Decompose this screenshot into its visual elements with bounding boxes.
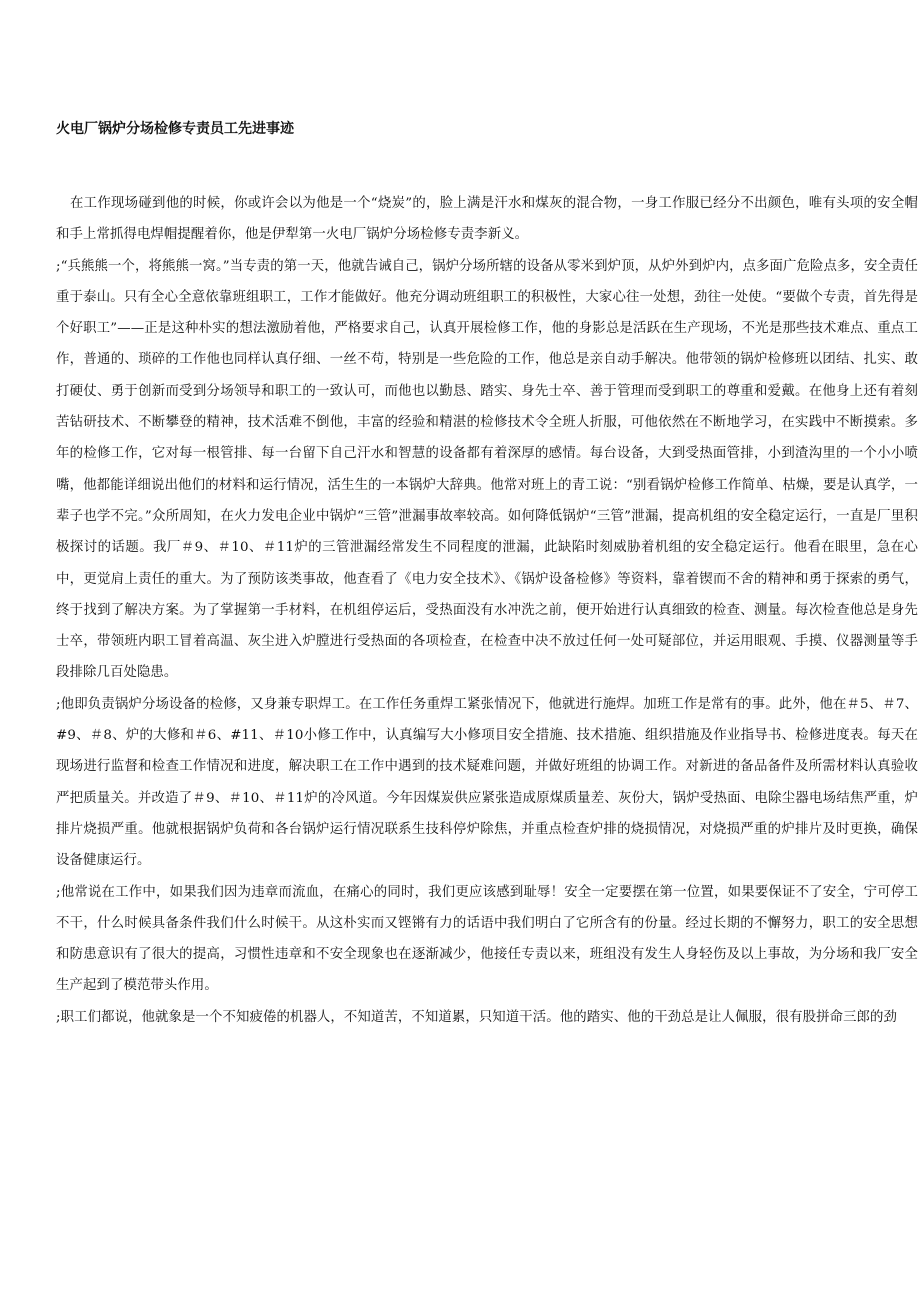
paragraph-intro: 在工作现场碰到他的时候，你或许会以为他是一个“烧炭”的，脸上满是汗水和煤灰的混合物，一身工作服已经分不出颜色，唯有头项的安全帽和手上常抓得电焊帽提醒着你，他是伊犁第一火电厂锅炉分场检修专责李新义。 — [56, 196, 918, 243]
paragraph-safety: ;他常说在工作中，如果我们因为违章而流血，在痛心的同时，我们更应该感到耻辱！安全一定要摆在第一位置，如果要保证不了安全，宁可停工不干，什么时候具备条件我们什么时候干。从这朴实而又铿锵有力的话语中我们明白了它所含有的份量。经过长期的不懈努力，职工的安全思想和防患意识有了很大的提高，习惯性违章和不安全现象也在逐渐减少，他接任专责以来，班组没有发生人身轻伤及以上事故，为分场和我厂安全生产起到了模范带头作用。 — [56, 884, 918, 994]
document-title: 火电厂锅炉分场检修专责员工先进事迹 — [56, 121, 294, 137]
paragraph-welding-maintenance: ;他即负责锅炉分场设备的检修，又身兼专职焊工。在工作任务重焊工紧张情况下，他就进行施焊。加班工作是常有的事。此外，他在＃5、＃7、#9、＃8、炉的大修和＃6、#11、＃10小修工作中，认真编写大小修项目安全措施、技术措施、组织措施及作业指导书、检修进度表。每天在现场进行监督和检查工作情况和进度，解决职工在工作中遇到的技术疑难问题，并做好班组的协调工作。对新进的备品备件及所需材料认真验收严把质量关。并改造了＃9、＃10、＃11炉的冷风道。今年因煤炭供应紧张造成原煤质量差、灰份大，锅炉受热面、电除尘器电场结焦严重，炉排片烧损严重。他就根据锅炉负荷和各台锅炉运行情况联系生技科停炉除焦，并重点检查炉排的烧损情况，对烧损严重的炉排片及时更换，确保设备健康运行。 — [56, 696, 918, 869]
paragraph-leadership: ;“兵熊熊一个，将熊熊一窝。”当专责的第一天，他就告诫自己，锅炉分场所辖的设备从零米到炉顶，从炉外到炉内，点多面广危险点多，安全责任重于泰山。只有全心全意依靠班组职工，工作才能做好。他充分调动班组职工的积极性，大家心往一处想，劲往一处使。“要做个专责，首先得是个好职工”——正是这种朴实的想法激励着他，严格要求自己，认真开展检修工作，他的身影总是活跃在生产现场，不光是那些技术难点、重点工作，普通的、琐碎的工作他也同样认真仔细、一丝不苟，特别是一些危险的工作，他总是亲自动手解决。他带领的锅炉检修班以团结、扎实、敢打硬仗、勇于创新而受到分场领导和职工的一致认可，而他也以勤恳、踏实、身先士卒、善于管理而受到职工的尊重和爱戴。在他身上还有着刻苦钻研技术、不断攀登的精神，技术活难不倒他，丰富的经验和精湛的检修技术令全班人折服，可他依然在不断地学习，在实践中不断摸索。多年的检修工作，它对每一根管排、每一台留下自己汗水和智慧的设备都有着深厚的感情。每台设备，大到受热面管排，小到渣沟里的一个小小喷嘴，他都能详细说出他们的材料和运行情况，活生生的一本锅炉大辞典。他常对班上的青工说：“别看锅炉检修工作简单、枯燥，要是认真学，一辈子也学不完。”众所周知，在火力发电企业中锅炉“三管”泄漏事故率较高。如何降低锅炉“三管”泄漏，提高机组的安全稳定运行，一直是厂里积极探讨的话题。我厂＃9、＃10、＃11炉的三管泄漏经常发生不同程度的泄漏，此缺陷时刻威胁着机组的安全稳定运行。他看在眼里，急在心中，更觉肩上责任的重大。为了预防该类事故，他查看了《电力安全技术》、《锅炉设备检修》等资料，靠着锲而不舍的精神和勇于探索的勇气，终于找到了解决方案。为了掌握第一手材料，在机组停运后，受热面没有水冲洗之前，便开始进行认真细致的检查、测量。每次检查他总是身先士卒，带领班内职工冒着高温、灰尘进入炉膛进行受热面的各项检查，在检查中决不放过任何一处可疑部位，并运用眼观、手摸、仪器测量等手段排除几百处隐患。 — [56, 258, 918, 681]
paragraph-colleagues: ;职工们都说，他就象是一个不知疲倦的机器人，不知道苦，不知道累，只知道干活。他的踏实、他的干劲总是让人佩服，很有股拼命三郎的劲 — [56, 1009, 898, 1025]
document-body — [56, 188, 918, 1033]
